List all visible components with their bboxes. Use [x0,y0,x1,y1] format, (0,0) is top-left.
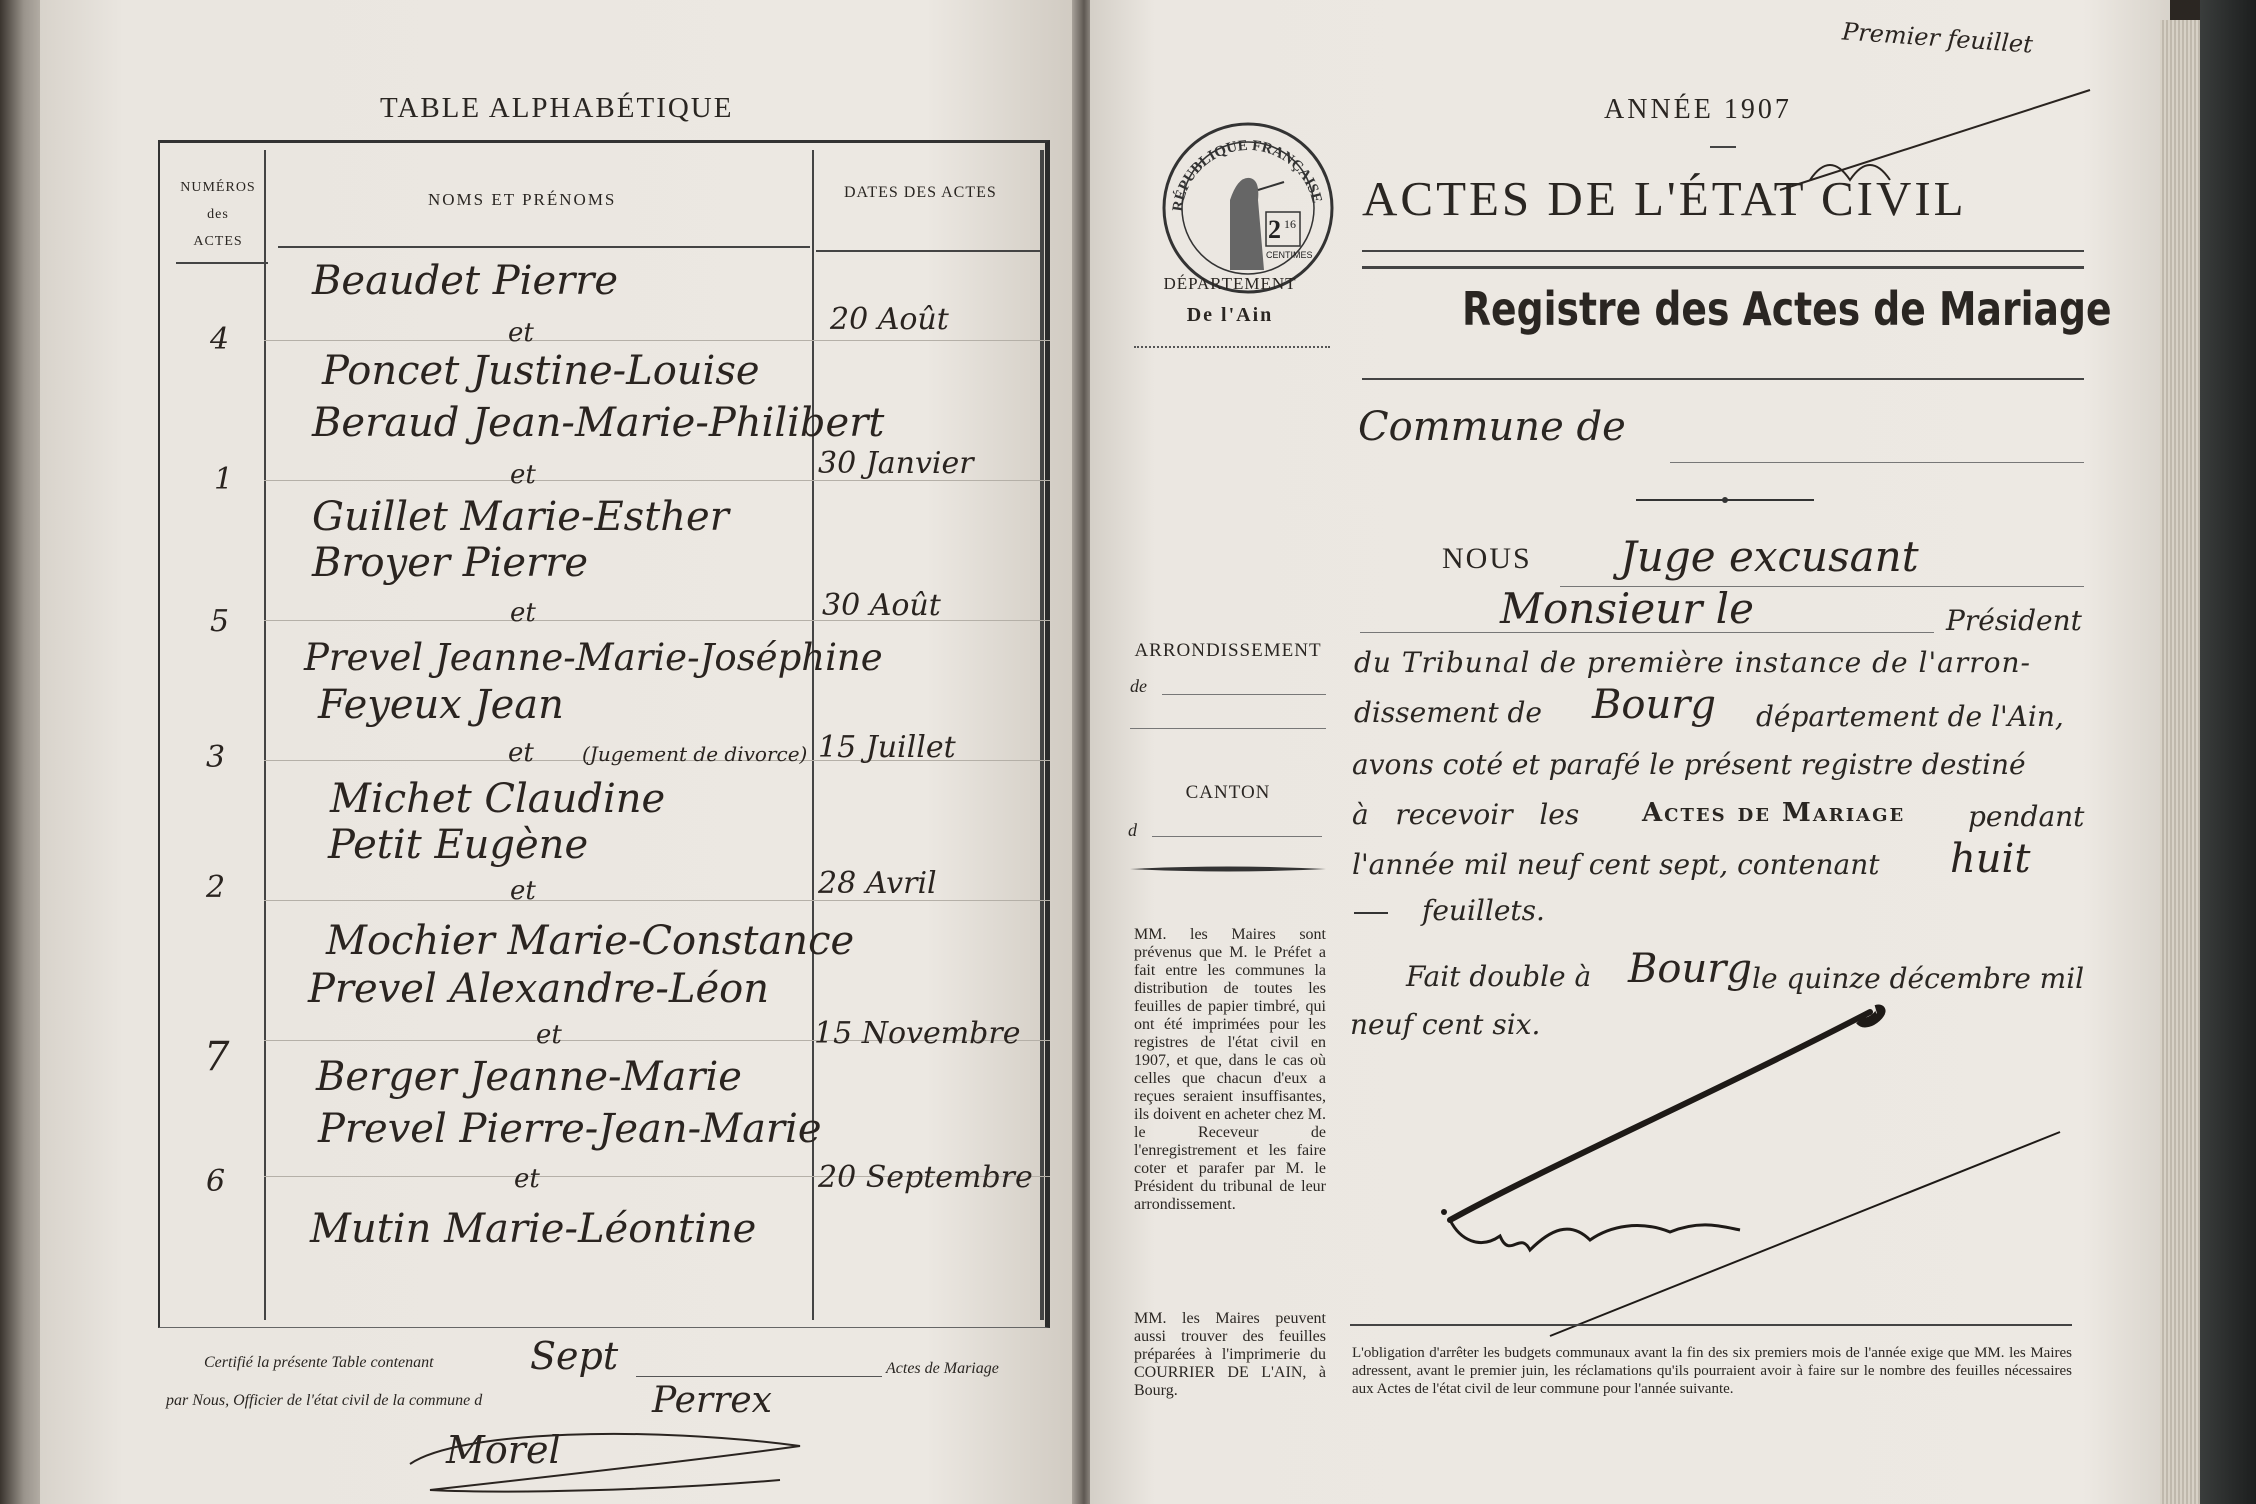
entry-name-groom: Prevel Alexandre-Léon [308,966,769,1012]
entry-name-bride: Mochier Marie-Constance [326,918,855,964]
entry-name-bride: Mutin Marie-Léontine [310,1206,757,1252]
body-line-4-bourg: Bourg [1592,682,1716,728]
entry-et: et [510,876,536,906]
arrondissement-de: de [1130,676,1147,696]
arrondissement-blank-2 [1130,728,1326,729]
nous-handwritten: Juge excusant [1620,532,1919,581]
body-line-8: feuillets. [1422,894,1545,927]
president-signature [1420,1000,2070,1360]
canton-ornament [1130,864,1326,874]
line2-handwritten: Monsieur le [1500,584,1754,633]
body-line-7-huit: huit [1950,836,2031,882]
line2-rule [1360,632,1934,633]
entry-name-bride: Prevel Jeanne-Marie-Joséphine [304,636,883,679]
commune-blank-line [1670,462,2084,463]
body-line-9-suffix: le quinze décembre mil [1752,962,2085,995]
body-line-9-bourg: Bourg [1628,946,1752,992]
body-line-8-dash [1354,912,1388,914]
year-dash [1710,146,1736,148]
body-line-10: neuf cent six. [1350,1008,1541,1041]
book-cover [2200,0,2256,1504]
entry-name-groom: Beaudet Pierre [312,258,619,304]
entry-number: 4 [210,322,230,357]
body-line-6-prefix: à recevoir les [1352,798,1580,831]
entry-number: 6 [206,1164,226,1199]
body-line-9-prefix: Fait double à [1406,960,1592,993]
body-line-7-prefix: l'année mil neuf cent sept, contenant [1352,848,1880,881]
entry-et: et [508,738,534,768]
certification-prefix: Certifié la présente Table contenant [204,1354,434,1371]
entry-name-groom: Broyer Pierre [312,540,588,586]
register-rule [1362,378,2084,380]
commune-label: Commune de [1358,404,1626,450]
body-line-4-suffix: département de l'Ain, [1756,700,2064,733]
entry-date: 28 Avril [818,866,937,901]
stamp-centimes: CENTIMES [1266,250,1313,260]
certification-commune: Perrex [652,1380,772,1421]
certification-count: Sept [530,1334,619,1378]
register-title: Registre des Actes de Mariage [1462,282,2112,336]
ornament-rule [1636,496,1814,504]
entry-et: et [536,1020,562,1050]
ruled-line [264,340,1050,341]
entry-date: 20 Septembre [818,1160,1033,1195]
header-rule-numeros [176,262,268,264]
tax-stamp [1160,120,1336,296]
corner-note: Premier feuillet [1841,17,2034,59]
nous-label: NOUS [1442,542,1532,575]
body-line-6-suffix: pendant [1968,800,2085,833]
note-maires-2: MM. les Maires peuvent aussi trouver des feuilles préparées à l'imprimerie du COURRIER DE L'AIN, à Bourg. [1134,1310,1326,1399]
entry-number: 3 [206,740,226,775]
header-noms: NOMS ET PRÉNOMS [428,190,617,209]
canton-label: CANTON [1185,782,1271,803]
canton-d: d [1128,820,1137,840]
entry-date: 15 Juillet [818,730,956,765]
header-dates: DATES DES ACTES [844,184,997,201]
entry-name-groom: Prevel Pierre-Jean-Marie [318,1106,822,1152]
body-line-6-bold: Actes de Mariage [1642,798,1906,828]
entry-number: 2 [206,870,226,905]
entry-name-bride: Michet Claudine [330,776,666,822]
entry-number: 1 [214,462,234,497]
arrondissement-blank [1162,694,1326,695]
stamp-republique: RÉPUBLIQUE FRANÇAISE [1170,137,1325,213]
entry-name-bride: Berger Jeanne-Marie [316,1054,742,1100]
body-line-3: du Tribunal de première instance de l'arron- [1354,646,2031,679]
note-maires-1: MM. les Maires sont prévenus que M. le Préfet a fait entre les communes la distribution de toutes les feuilles de papier timbré, qui ont été imprimées pour les registres de l'état civil en 1907, et que, dans le cas où celles que chacun d'eux a reçues seraient insuffisantes, ils doivent en acheter chez M. le Receveur de l'enregistrement et les faire coter et parafer par M. le Président du tribunal de leur arrondissement. [1134,926,1326,1213]
bottom-note: L'obligation d'arrêter les budgets communaux avant la fin des six premiers mois de l'année exige que MM. les Maires adressent, avant le premier juin, les réclamations qu'ils pourraient avoir à faire sur le nombre des feuilles nécessaires aux Actes de l'état civil de leur commune pour l'année suivante. [1352,1345,2072,1397]
bottom-rule [1350,1324,2072,1326]
stamp-price: 2 [1268,215,1281,244]
entry-name-groom: Beraud Jean-Marie-Philibert [312,400,885,446]
entry-number: 7 [204,1034,230,1080]
entry-et: et [510,460,536,490]
column-divider-numeros [264,150,266,1320]
entry-note: (Jugement de divorce) [582,742,808,766]
header-rule-dates [816,250,1040,252]
signature-flourish [400,1420,820,1504]
header-numeros: NUMÉROS des ACTES [180,180,256,249]
certification-dotted-line [636,1376,882,1377]
main-title: ACTES DE L'ÉTAT CIVIL [1362,171,1967,226]
president-label: Président [1946,604,2082,637]
entry-name-groom: Petit Eugène [328,822,589,868]
officer-signature: Morel [446,1428,561,1472]
title-rule-2 [1362,266,2084,269]
entry-number: 5 [210,604,230,639]
stamp-departement: DÉPARTEMENT [1163,274,1297,293]
entry-date: 20 Août [830,302,949,337]
body-line-4-prefix: dissement de [1354,696,1542,729]
stamp-cents: 16 [1284,217,1296,231]
entry-et: et [510,598,536,628]
entry-et: et [514,1164,540,1194]
entry-date: 30 Août [822,588,941,623]
year-label: ANNÉE 1907 [1604,94,1792,125]
title-rule-1 [1362,250,2084,252]
certification-suffix: Actes de Mariage [886,1360,999,1377]
entry-et: et [508,318,534,348]
stamp-ornament-rule [1134,340,1330,348]
entry-name-bride: Poncet Justine-Louise [322,348,760,394]
stamp-de-ain: De l'Ain [1186,304,1274,326]
entry-date: 15 Novembre [814,1016,1021,1051]
column-divider-right [1040,150,1044,1320]
header-rule-noms [278,246,810,248]
entry-name-bride: Guillet Marie-Esther [312,494,729,540]
entry-name-groom: Feyeux Jean [318,682,564,728]
arrondissement-label: ARRONDISSEMENT [1134,640,1322,661]
canton-blank [1152,836,1322,837]
entry-date: 30 Janvier [818,446,974,481]
table-title: TABLE ALPHABÉTIQUE [380,92,734,124]
body-line-5: avons coté et parafé le présent registre destiné [1352,748,2026,781]
certification-commune-prefix: par Nous, Officier de l'état civil de la commune d [166,1392,483,1409]
